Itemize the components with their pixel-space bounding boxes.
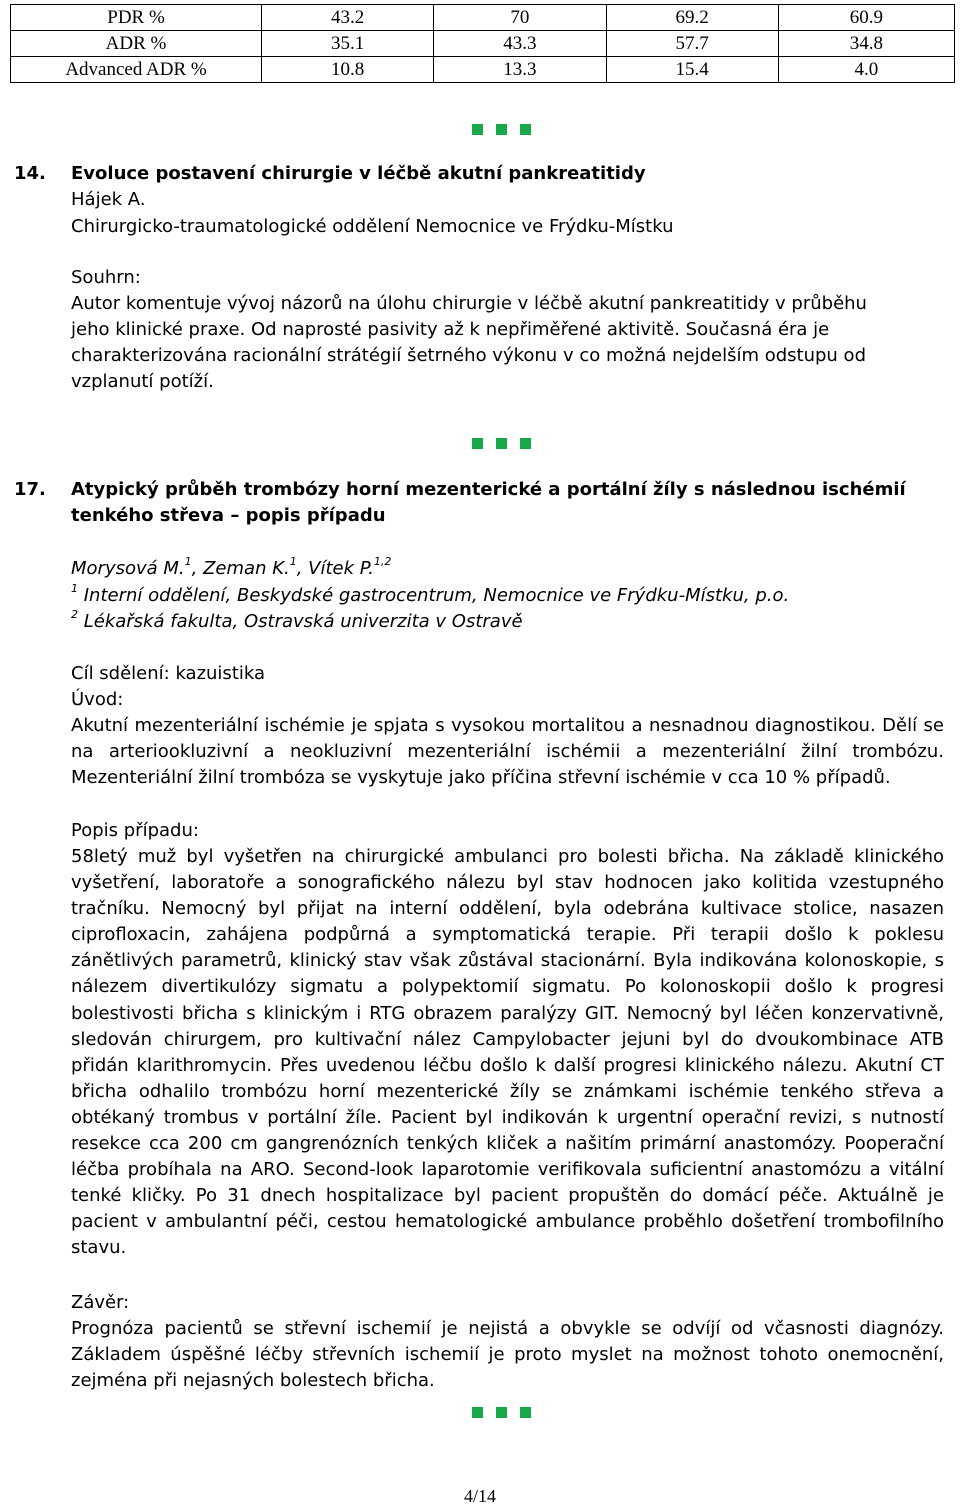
summary-label: Souhrn: [71, 267, 141, 288]
section-separator [472, 1407, 534, 1421]
table-cell: 35.1 [262, 31, 434, 57]
author-name: Morysová M. [71, 558, 185, 579]
section-separator [472, 438, 534, 452]
conclusion-text: Prognóza pacientů se střevní ischemií je nejistá a obvykle se odvíjí od včasnosti diagnózy. Základem úspěšné léčby střevních ischemií je proto myslet na možnost tohoto onemocnění, zejména při nejasných bolestech břicha. [71, 1318, 944, 1392]
abstract-department: Chirurgicko-traumatologické oddělení Nemocnice ve Frýdku-Místku [71, 216, 674, 237]
table-cell: 43.3 [434, 31, 606, 57]
affiliation-sup: 1 [71, 582, 78, 595]
table-cell: 57.7 [606, 31, 778, 57]
abstract-authors [71, 556, 391, 582]
green-square-icon [496, 1407, 507, 1418]
intro-text: Akutní mezenteriální ischémie je spjata s vysokou mortalitou a nesnadnou diagnostikou. Dělí se na arteriookluzivní a neokluzivní mezenteriální ischémii a mezenteriální žilní trombózu. Mezenteriální žilní trombóza se vyskytuje jako příčina střevní ischémie v cca 10 % případů. [71, 715, 944, 789]
table-cell: 13.3 [434, 57, 606, 83]
table-cell: 70 [434, 5, 606, 31]
green-square-icon [520, 1407, 531, 1418]
table-cell: 15.4 [606, 57, 778, 83]
green-square-icon [520, 124, 531, 135]
affiliation-sup: 2 [71, 608, 78, 621]
green-square-icon [496, 438, 507, 449]
section-separator [472, 124, 534, 138]
table-cell: 4.0 [778, 57, 954, 83]
table-row [11, 57, 955, 83]
affiliation [71, 609, 523, 635]
affiliation-text: Lékařská fakulta, Ostravská univerzita v Ostravě [78, 611, 523, 632]
green-square-icon [472, 438, 483, 449]
summary-text: Autor komentuje vývoj názorů na úlohu chirurgie v léčbě akutní pankreatitidy v průběhu jeho klinické praxe. Od naprosté pasivity až k nepřiměřené aktivitě. Současná éra je charakterizována racionální strátégií šetrného výkonu v co možná nejdelším odstupu od vzplanutí potíží. [71, 293, 867, 392]
author-sup: 1 [184, 555, 192, 568]
case-label: Popis případu: [71, 820, 199, 841]
author-name: , Zeman K. [191, 558, 290, 579]
green-square-icon [520, 438, 531, 449]
abstract-author: Hájek A. [71, 189, 146, 210]
table-cell: 60.9 [778, 5, 954, 31]
table-cell: 34.8 [778, 31, 954, 57]
row-label: PDR % [11, 5, 262, 31]
intro-label: Úvod: [71, 689, 124, 710]
abstract-title: Evoluce postavení chirurgie v léčbě akutní pankreatitidy [71, 163, 646, 184]
conclusion-label: Závěr: [71, 1292, 130, 1313]
abstract-number: 17. [14, 479, 46, 500]
affiliation-text: Interní oddělení, Beskydské gastrocentrum, Nemocnice ve Frýdku-Místku, p.o. [78, 585, 790, 606]
abstract-number: 14. [14, 163, 46, 184]
row-label: ADR % [11, 31, 262, 57]
affiliation [71, 583, 789, 609]
author-name: , Vítek P. [296, 558, 374, 579]
page-number: 4/14 [463, 1486, 496, 1506]
green-square-icon [496, 124, 507, 135]
table-cell: 10.8 [262, 57, 434, 83]
table-row [11, 31, 955, 57]
author-sup: 1,2 [373, 555, 392, 568]
row-label: Advanced ADR % [11, 57, 262, 83]
green-square-icon [472, 1407, 483, 1418]
table-row [11, 5, 955, 31]
abstract-title: Atypický průběh trombózy horní mezenterické a portální žíly s následnou ischémií tenkého střeva – popis případu [71, 479, 906, 526]
table-cell: 69.2 [606, 5, 778, 31]
goal-line: Cíl sdělení: kazuistika [71, 663, 266, 684]
green-square-icon [472, 124, 483, 135]
case-text: 58letý muž byl vyšetřen na chirurgické ambulanci pro bolesti břicha. Na základě klinického vyšetření, laboratoře a sonografického nálezu byl stav hodnocen jako kolitida vzestupného tračníku. Nemocný byl přijat na interní oddělení, byla odebrána kultivace stolice, nasazen ciprofloxacin, zahájena podpůrná a symptomatická terapie. Při terapii došlo k poklesu zánětlivých parametrů, klinický stav však zůstával stacionární. Byla indikována kolonoskopie, s nálezem divertikulózy sigmatu a polypektomií sigmatu. Po kolonoskopii došlo k progresi bolestivosti břicha s klinickým i RTG obrazem paralýzy GIT. Nemocný byl léčen konzervativně, sledován chirurgem, pro kultivační nález Campylobacter jejuni byl do dvoukombinace ATB přidán klarithromycin. Přes uvedenou léčbu došlo k další progresi klinického nálezu. Akutní CT břicha odhalilo trombózu horní mezenterické žíly se známkami ischémie tenkého střeva a obtékaný trombus v portální žíle. Pacient byl indikován k urgentní operační revizi, s nutností resekce cca 200 cm gangrenózních tenkých kliček a našitím primární anastomózy. Pooperační léčba probíhala na ARO. Second-look laparotomie verifikovala suficientní anastomózu a vitální tenké kličky. Po 31 dnech hospitalizace byl pacient propuštěn do domácí péče. Aktuálně je pacient v ambulantní péči, cestou hematologické ambulance proběhlo došetření trombofilního stavu. [71, 846, 944, 1259]
author-sup: 1 [289, 555, 297, 568]
results-table [10, 4, 955, 83]
table-cell: 43.2 [262, 5, 434, 31]
